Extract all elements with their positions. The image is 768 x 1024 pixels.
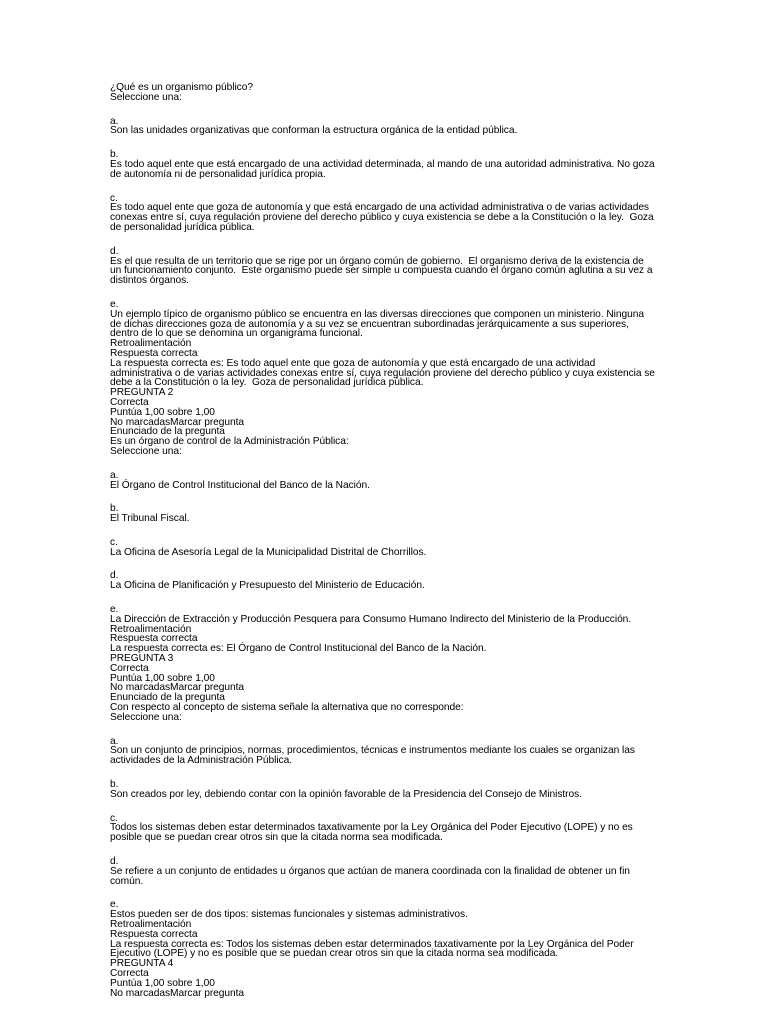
option-text: Es todo aquel ente que goza de autonomía y que está encargado de una actividad administrativa o de varias actividades conexas entre sí, cuya regulación proviene del derecho público y cuya existencia se debe a la Constitución o la ley. Goza de personalidad jurídica pública. (110, 202, 657, 233)
question-3-text: Con respecto al concepto de sistema señale la alternativa que no corresponde: (110, 702, 464, 714)
statement-label: Enunciado de la pregunta (110, 692, 225, 704)
option-letter: d. (110, 245, 119, 257)
option-text: Un ejemplo típico de organismo público se encuentra en las diversas direcciones que componen un ministerio. Ninguna de dichas direcciones goza de autonomía y a su vez se encuentran subordinadas jerárquicamente a sus superiores, dentro de lo que se denomina un organigrama funcional. (110, 308, 647, 340)
statement-label: Enunciado de la pregunta (110, 426, 225, 438)
option-text: El Órgano de Control Institucional del Banco de la Nación. (110, 479, 370, 491)
question-header: PREGUNTA 2 (110, 387, 174, 399)
option-letter: d. (110, 570, 119, 582)
option-letter: b. (110, 779, 119, 791)
select-prompt: Seleccione una: (110, 91, 182, 103)
select-prompt: Seleccione una: (110, 445, 182, 457)
correct-answer: La respuesta correcta es: El Órgano de Control Institucional del Banco de la Nación. (110, 643, 487, 655)
question-score: Puntúa 1,00 sobre 1,00 (110, 672, 215, 684)
option-text: Son las unidades organizativas que conforman la estructura orgánica de la entidad pública. (110, 125, 518, 137)
option-letter: e. (110, 604, 119, 616)
option-letter: a. (110, 469, 119, 481)
option-text: Son creados por ley, debiendo contar con la opinión favorable de la Presidencia del Consejo de Ministros. (110, 788, 582, 800)
option-text: Es el que resulta de un territorio que se rige por un órgano común de gobierno. El organismo deriva de la existencia de un funcionamiento conjunto. Este organismo puede ser simple u compuesta cuando el órgano común aglutina a su vez a distintos órganos. (110, 255, 656, 287)
question-2-text: Es un órgano de control de la Administración Pública: (110, 436, 349, 448)
option-letter: b. (110, 503, 119, 515)
option-letter: d. (110, 856, 119, 868)
select-prompt: Seleccione una: (110, 711, 182, 723)
correct-label: Respuesta correcta (110, 928, 198, 940)
option-text: La Oficina de Planificación y Presupuesto del Ministerio de Educación. (110, 580, 425, 592)
option-text: Estos pueden ser de dos tipos: sistemas funcionales y sistemas administrativos. (110, 909, 468, 921)
option-text: La Oficina de Asesoría Legal de la Municipalidad Distrital de Chorrillos. (110, 546, 427, 558)
option-text: Todos los sistemas deben estar determinados taxativamente por la Ley Orgánica del Poder Ejecutivo (LOPE) y no es posible que se puedan crear otros sin que la citada norma sea modificada. (110, 822, 636, 844)
correct-label: Respuesta correcta (110, 347, 198, 359)
question-score: Puntúa 1,00 sobre 1,00 (110, 977, 215, 989)
document-page (110, 82, 658, 999)
option-letter: e. (110, 899, 119, 911)
feedback-label: Retroalimentación (110, 338, 192, 350)
option-text: El Tribunal Fiscal. (110, 513, 190, 525)
question-status: Correcta (110, 967, 149, 979)
question-header: PREGUNTA 4 (110, 958, 174, 970)
question-header: PREGUNTA 3 (110, 653, 174, 665)
option-letter: c. (110, 536, 118, 548)
option-text: Es todo aquel ente que está encargado de una actividad determinada, al mando de una autoridad administrativa. No goza de autonomía ni de personalidad jurídica propia. (110, 158, 658, 180)
correct-label: Respuesta correcta (110, 633, 198, 645)
option-letter: c. (110, 812, 118, 824)
option-letter: a. (110, 735, 119, 747)
option-text: Se refiere a un conjunto de entidades u órganos que actúan de manera coordinada con la finalidad de obtener un fin común. (110, 865, 633, 887)
option-letter: b. (110, 149, 119, 161)
option-letter: c. (110, 192, 118, 204)
feedback-label: Retroalimentación (110, 919, 192, 930)
question-score: Puntúa 1,00 sobre 1,00 (110, 406, 215, 418)
option-letter: e. (110, 298, 119, 310)
correct-answer: La respuesta correcta es: Es todo aquel ente que goza de autonomía y que está encargado de una actividad administrativa o de varias actividades conexas entre sí, cuya regulación proviene del derecho público y cuya existencia se debe a la Constitución o la ley. Goza de personalidad jurídica pública. (110, 357, 658, 389)
flag-question-link[interactable]: No marcadasMarcar pregunta (110, 682, 245, 694)
option-letter: a. (110, 115, 119, 127)
question-1-text: ¿Qué es un organismo público? (110, 82, 253, 93)
option-text: Son un conjunto de principios, normas, procedimientos, técnicas e instrumentos mediante los cuales se organizan las actividades de la Administración Pública. (110, 745, 638, 767)
option-text: La Dirección de Extracción y Producción Pesquera para Consumo Humano Indirecto del Ministerio de la Producción. (110, 613, 632, 625)
flag-question-link[interactable]: No marcadasMarcar pregunta (110, 987, 245, 999)
correct-answer: La respuesta correcta es: Todos los sistemas deben estar determinados taxativamente por la Ley Orgánica del Poder Ejecutivo (LOPE) y no es posible que se puedan crear otros sin que la citada norma sea modificada. (110, 938, 637, 960)
flag-question-link[interactable]: No marcadasMarcar pregunta (110, 416, 245, 428)
question-status: Correcta (110, 396, 149, 408)
question-status: Correcta (110, 662, 149, 674)
feedback-label: Retroalimentación (110, 623, 192, 635)
